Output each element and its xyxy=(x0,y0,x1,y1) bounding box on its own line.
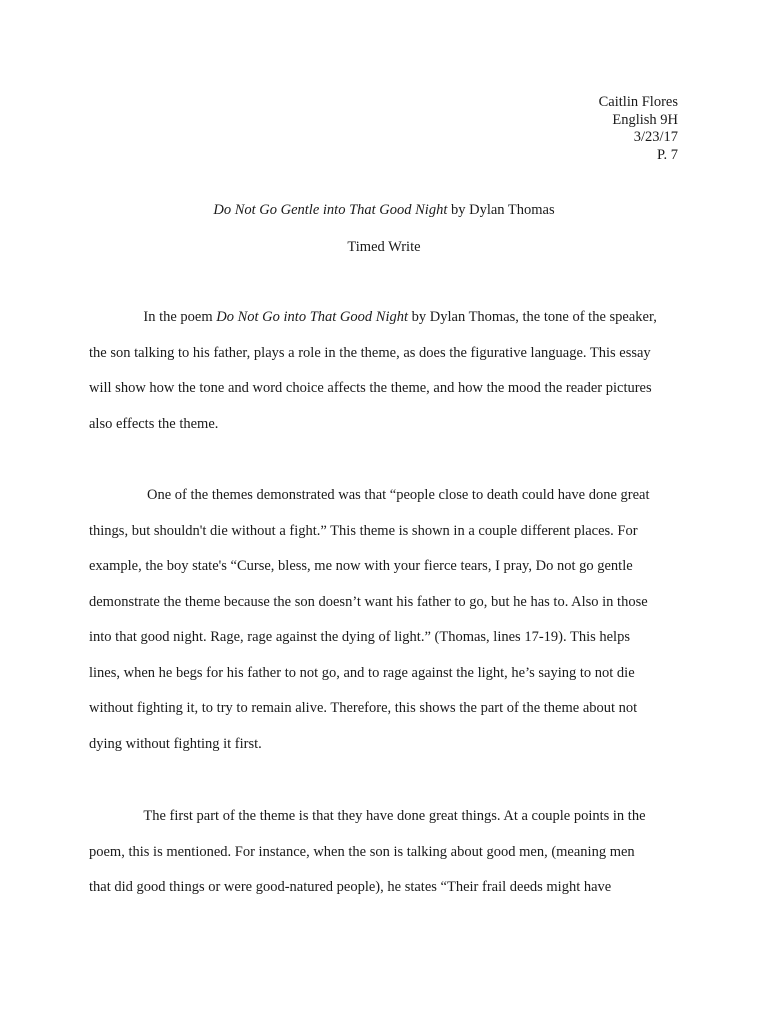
course-name: English 9H xyxy=(612,111,678,128)
essay-subtitle: Timed Write xyxy=(347,239,421,255)
paragraph-2 xyxy=(89,478,689,762)
poem-author: by Dylan Thomas xyxy=(447,202,555,218)
poem-title-inline: Do Not Go into That Good Night xyxy=(216,309,409,325)
student-name: Caitlin Flores xyxy=(598,94,678,110)
paragraph-line: The first part of the theme is that they have done great things. At a couple points in the xyxy=(89,808,646,824)
paragraph-line: without fighting it, to try to remain alive. Therefore, this shows the part of the theme about not xyxy=(89,700,638,716)
paragraph-line: demonstrate the theme because the son doesn’t want his father to go, but he has to. Also in those xyxy=(89,593,648,610)
paragraph-line: example, the boy state's “Curse, bless, me now with your fierce tears, I pray, Do not go gentle xyxy=(89,558,633,574)
line-text: In the poem xyxy=(89,309,217,325)
paragraph-line: dying without fighting it first. xyxy=(89,735,262,752)
paragraph-line: the son talking to his father, plays a role in the theme, as does the figurative language. This essay xyxy=(89,344,651,361)
assignment-date: 3/23/17 xyxy=(633,129,678,145)
paragraph-line: poem, this is mentioned. For instance, when the son is talking about good men, (meaning men xyxy=(89,843,635,860)
paragraph-line: that did good things or were good-natured people), he states “Their frail deeds might have xyxy=(89,879,612,895)
class-period: P. 7 xyxy=(657,146,678,163)
paragraph-line: One of the themes demonstrated was that “people close to death could have done great xyxy=(89,487,650,503)
paragraph-1 xyxy=(89,300,689,442)
poem-title: Do Not Go Gentle into That Good Night xyxy=(213,202,448,218)
paragraph-3 xyxy=(89,799,689,906)
paragraph-line: into that good night. Rage, rage against the dying of light.” (Thomas, lines 17-19). This helps xyxy=(89,629,630,645)
paragraph-line: will show how the tone and word choice affects the theme, and how the mood the reader pictures xyxy=(89,380,652,396)
paragraph-line: also effects the theme. xyxy=(89,415,219,432)
student-header xyxy=(599,94,678,164)
essay-title xyxy=(0,201,768,219)
paragraph-line: lines, when he begs for his father to not go, and to rage against the light, he’s saying to not die xyxy=(89,664,635,681)
paragraph-line xyxy=(89,300,689,336)
paragraph-line: things, but shouldn't die without a fight.” This theme is shown in a couple different places. For xyxy=(89,522,638,539)
line-text: by Dylan Thomas, the tone of the speaker, xyxy=(408,309,657,325)
